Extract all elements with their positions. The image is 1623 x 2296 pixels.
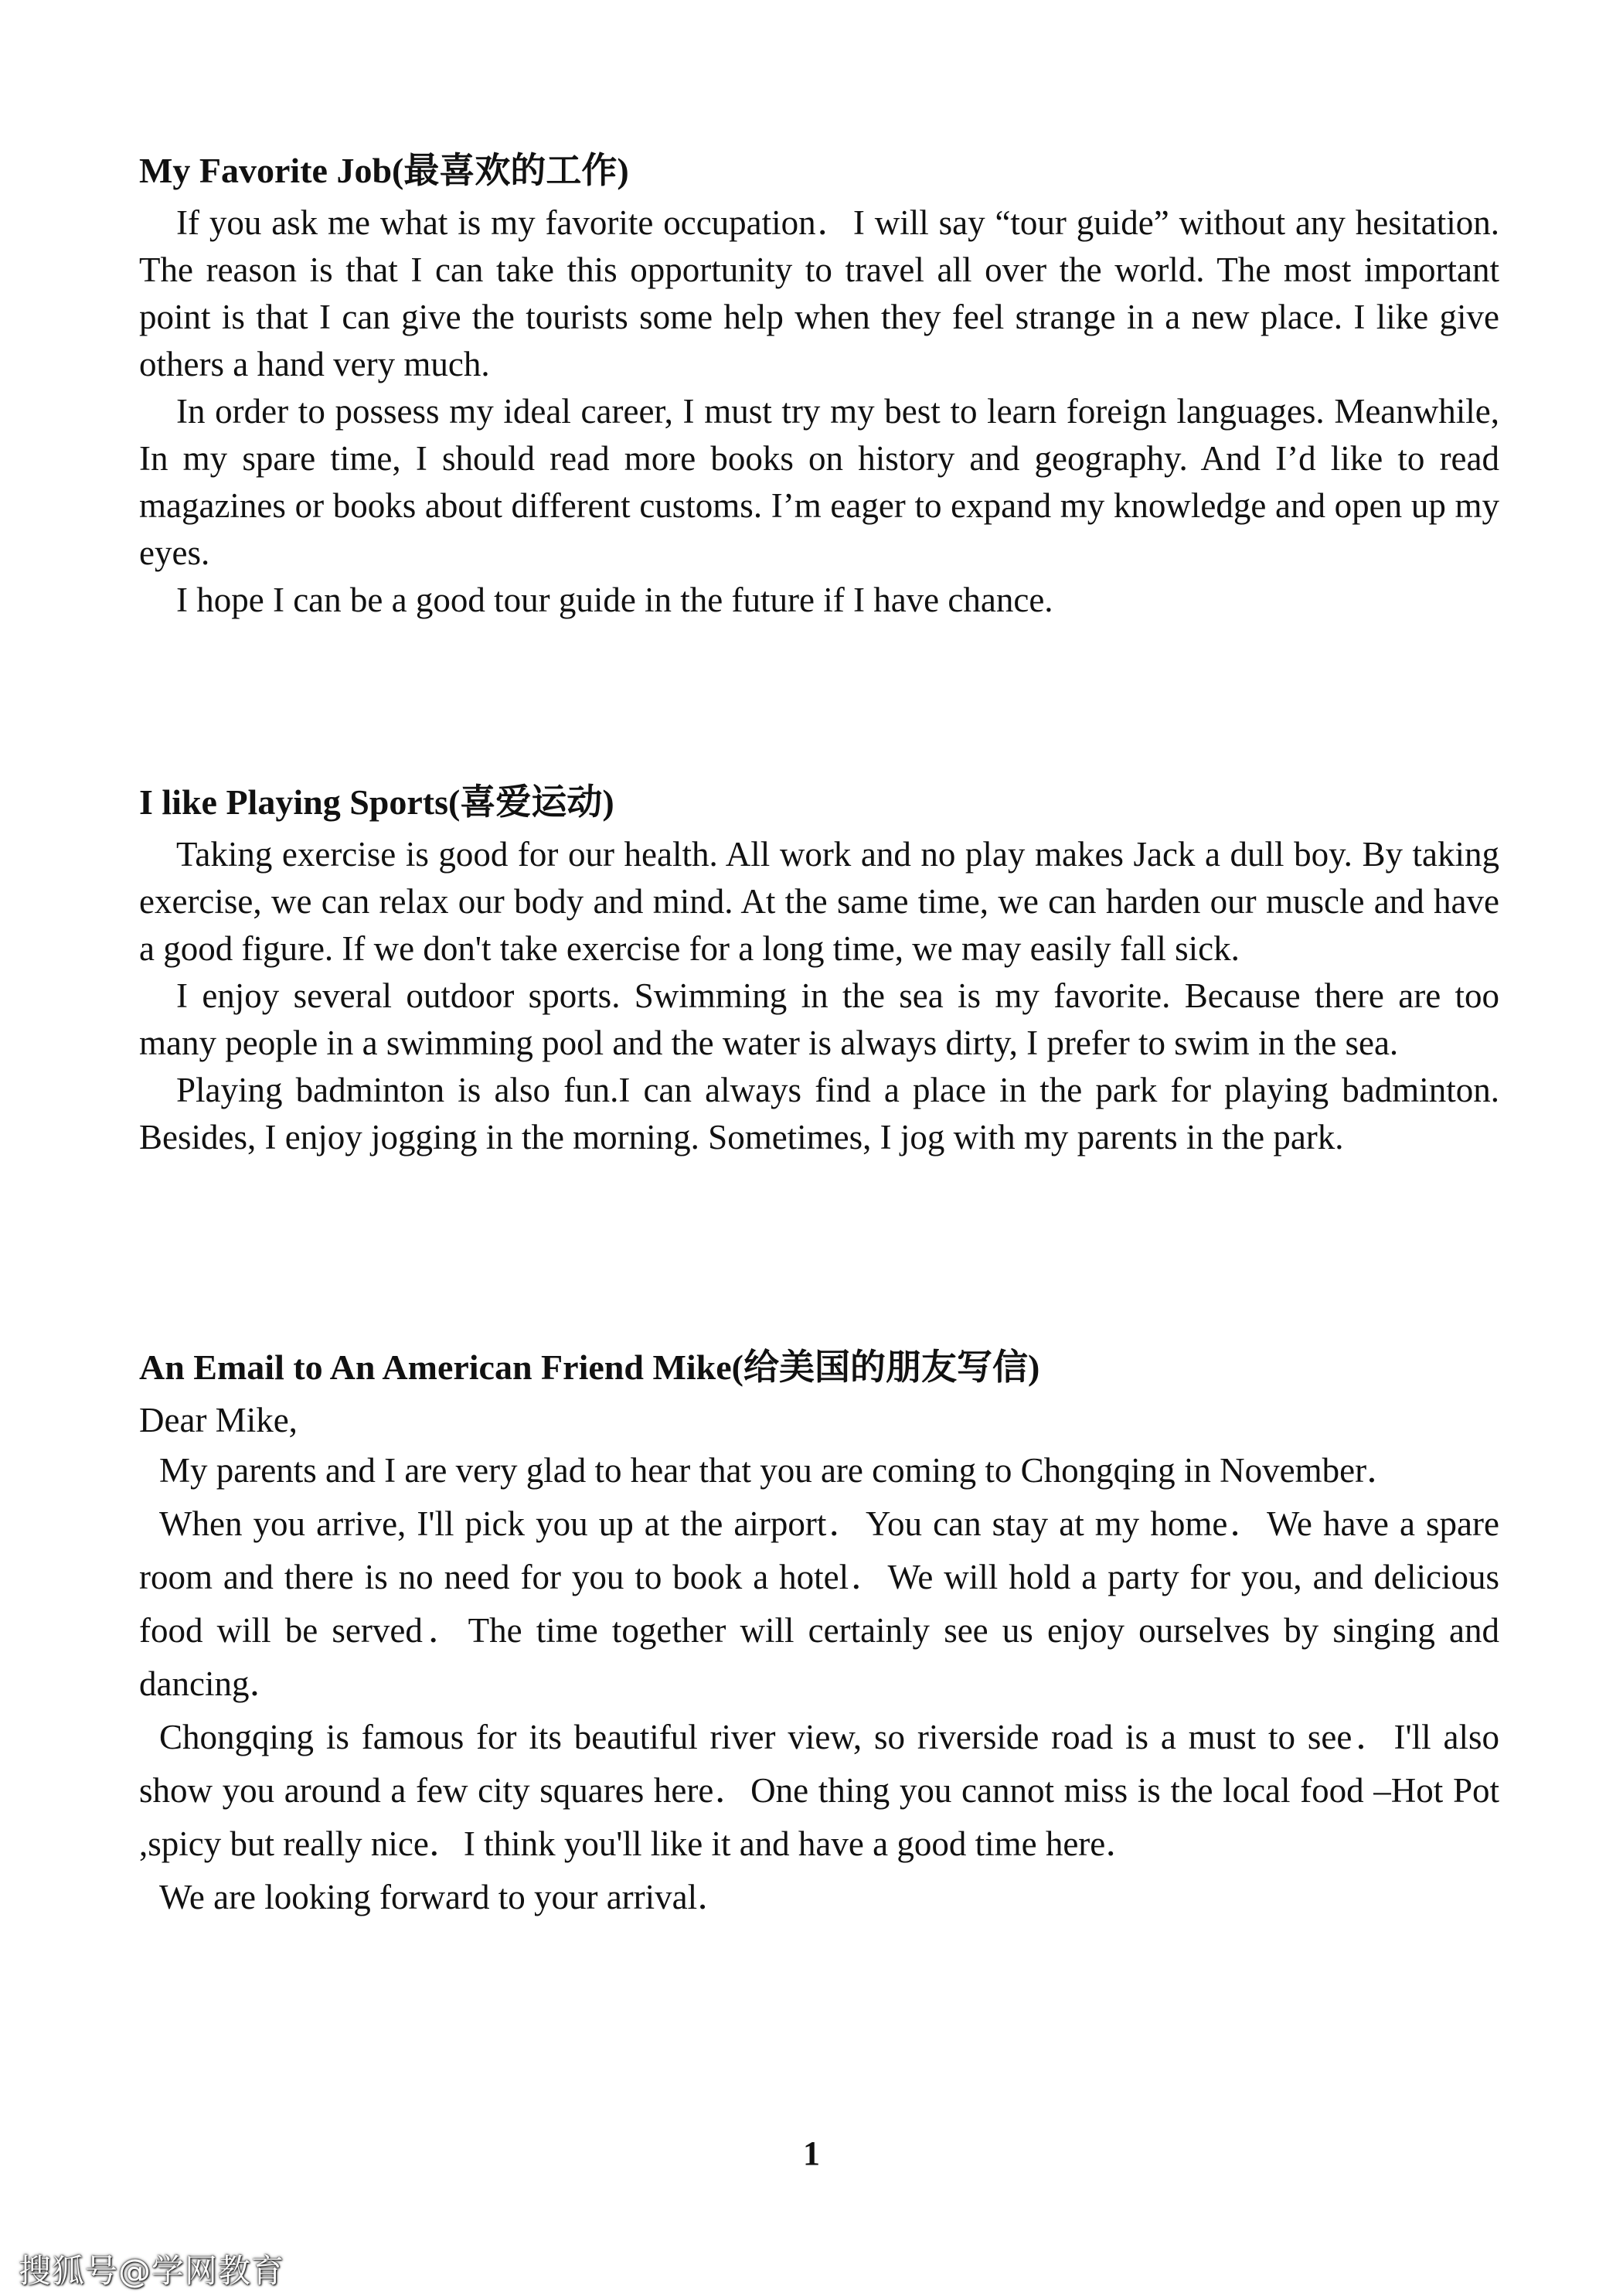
essay-email-to-mike xyxy=(139,1344,1499,1924)
essay-playing-sports xyxy=(139,778,1499,1161)
paragraph: I enjoy several outdoor sports. Swimming in the sea is my favorite. Because there are too many people in a swimming pool and the water is always dirty, I prefer to swim in the sea. xyxy=(139,976,1499,1062)
paragraph: Taking exercise is good for our health. All work and no play makes Jack a dull boy. By taking exercise, we can relax our body and mind. At the same time, we can harden our muscle and have a good figure. If we don't take exercise for a long time, we may easily fall sick. xyxy=(139,835,1499,968)
watermark-text: 搜狐号@学网教育 xyxy=(19,2252,285,2290)
paragraph: When you arrive, I'll pick you up at the airport．You can stay at my home．We have a spare room and there is no need for you to book a hotel．We will hold a party for you, and delicious food will be served．The time together will certainly see us enjoy ourselves by singing and dancing． xyxy=(139,1504,1499,1703)
paragraph: I hope I can be a good tour guide in the future if I have chance. xyxy=(176,581,1053,619)
essay-title: My Favorite Job(最喜欢的工作) xyxy=(139,151,629,190)
paragraph: If you ask me what is my favorite occupation．I will say “tour guide” without any hesitation. The reason is that I can take this opportunity to travel all over the world. The most important point is that I can give the tourists some help when they feel strange in a new place. I like give others a hand very much. xyxy=(139,203,1499,383)
page-number: 1 xyxy=(803,2134,820,2172)
paragraph: Chongqing is famous for its beautiful river view, so riverside road is a must to see．I'll also show you around a few city squares here．One thing you cannot miss is the local food –Hot Pot ,spicy but really nice．I think you'll like it and have a good time here． xyxy=(139,1718,1499,1863)
essay-title: I like Playing Sports(喜爱运动) xyxy=(139,782,614,822)
paragraph: My parents and I are very glad to hear that you are coming to Chongqing in November． xyxy=(159,1451,1402,1490)
paragraph: We are looking forward to your arrival． xyxy=(159,1878,733,1916)
essay-favorite-job xyxy=(139,147,1499,624)
document-page xyxy=(139,147,1499,1924)
essay-title: An Email to An American Friend Mike(给美国的朋友写信) xyxy=(139,1347,1040,1387)
salutation: Dear Mike, xyxy=(139,1401,298,1439)
paragraph: Playing badminton is also fun.I can always find a place in the park for playing badminton. Besides, I enjoy jogging in the morning. Sometimes, I jog with my parents in the park. xyxy=(139,1071,1499,1157)
paragraph: In order to possess my ideal career, I must try my best to learn foreign languages. Meanwhile, In my spare time, I should read more books on history and geography. And I’d like to read magazines or books about different customs. I’m eager to expand my knowledge and open up my eyes. xyxy=(139,392,1499,572)
